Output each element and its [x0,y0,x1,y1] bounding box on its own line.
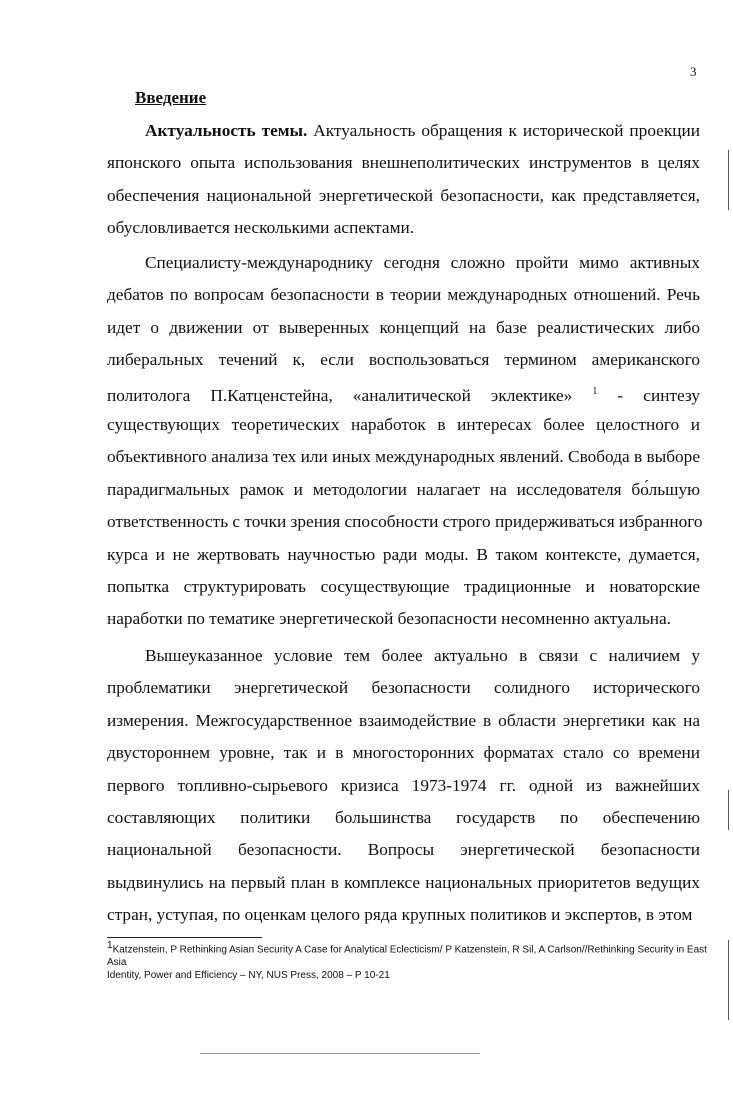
footnote-marker: 1 [107,940,113,951]
line-text: существующих теоретических наработок в интересах более целостного и [107,414,700,434]
line-text: измерения. Межгосударственное взаимодействие в области энергетики как на [107,710,700,730]
line-text: обусловливается несколькими аспектами. [107,218,415,238]
line-text: первого топливно-сырьевого кризиса 1973-1974 гг. одной из важнейших [107,775,700,795]
line-text: Специалисту-международнику сегодня сложно пройти мимо активных [145,253,700,272]
lead-phrase: Актуальность темы. [145,121,308,140]
footnote-line: Katzenstein, P Rethinking Asian Security A Case for Analytical Eclecticism/ P Katzenstein, R Sil, A Carlson//Rethinking Security in East Asia [107,944,707,969]
line-text: ответственность с точки зрения способности строго придерживаться избранного [107,512,703,532]
line-text: дебатов по вопросам безопасности в теории международных отношений. Речь [107,285,700,305]
text-line [107,737,700,769]
line-text: идет о движении от выверенных концепций на базе реалистических либо [107,317,700,337]
line-text: парадигмальных рамок и методологии налагает на исследователя бо́льшую [107,479,700,499]
line-text: Актуальность обращения к исторической проекции [307,121,700,140]
scan-bottom-mark [200,1053,480,1054]
line-text: политолога П.Катценстейна, «аналитической эклектике» $^1$ - синтезу [107,386,700,406]
text-line [107,640,700,672]
text-line [107,115,700,147]
text-line [107,867,700,899]
line-text: двустороннем уровне, так и в многосторонних форматах стало со времени [107,743,700,763]
text-line [107,571,700,603]
text-line [107,770,700,802]
text-line [107,147,700,179]
text-line [107,603,700,635]
line-text: Вышеуказанное условие тем более актуально в связи с наличием у [145,646,700,665]
text-line [107,279,700,311]
text-line [107,409,700,441]
paragraph-relevance [107,115,700,245]
line-text: выдвинулись на первый план в комплексе национальных приоритетов ведущих [107,872,700,892]
footnote-line: Identity, Power and Efficiency – NY, NUS Press, 2008 – P 10-21 [107,970,390,982]
text-line [107,377,700,409]
paragraph-historical [107,640,700,932]
text-line [107,474,700,506]
text-line [107,899,700,931]
line-text: обеспечения национальной энергетической безопасности, как представляется, [107,185,700,205]
footnote-divider [107,937,262,938]
line-text: национальной безопасности. Вопросы энергетической безопасности [107,840,700,860]
text-line [107,312,700,344]
page-number: 3 [690,64,697,79]
text-line [107,802,700,834]
paragraph-specialist [107,247,703,636]
text-line [107,506,703,538]
scan-edge-mark [728,940,729,1020]
text-line [107,344,700,376]
line-text: японского опыта использования внешнеполитических инструментов в целях [107,153,700,173]
line-text: наработки по тематике энергетической безопасности несомненно актуальна. [107,609,671,629]
section-heading: Введение [135,88,207,107]
line-text: курса и не жертвовать научностью ради моды. В таком контексте, думается, [107,544,700,564]
line-text: проблематики энергетической безопасности солидного исторического [107,678,700,698]
line-text: стран, уступая, по оценкам целого ряда крупных политиков и экспертов, в этом [107,905,693,925]
text-line [107,539,700,571]
text-line [107,180,700,212]
text-line [107,441,700,473]
footnote [107,939,707,982]
line-text: попытка структурировать сосуществующие традиционные и новаторские [107,576,700,596]
text-line [107,247,700,279]
footnote-reference[interactable]: 1 [592,386,598,398]
scan-edge-mark [728,150,729,210]
text-line [107,672,700,704]
line-text: либеральных течений к, если воспользоваться термином американского [107,350,700,370]
text-line [107,705,700,737]
text-line [107,834,700,866]
line-text: объективного анализа тех или иных международных явлений. Свобода в выборе [107,447,700,467]
line-text: составляющих политики большинства государств по обеспечению [107,807,700,827]
scan-edge-mark [728,790,729,830]
text-line [107,212,700,244]
